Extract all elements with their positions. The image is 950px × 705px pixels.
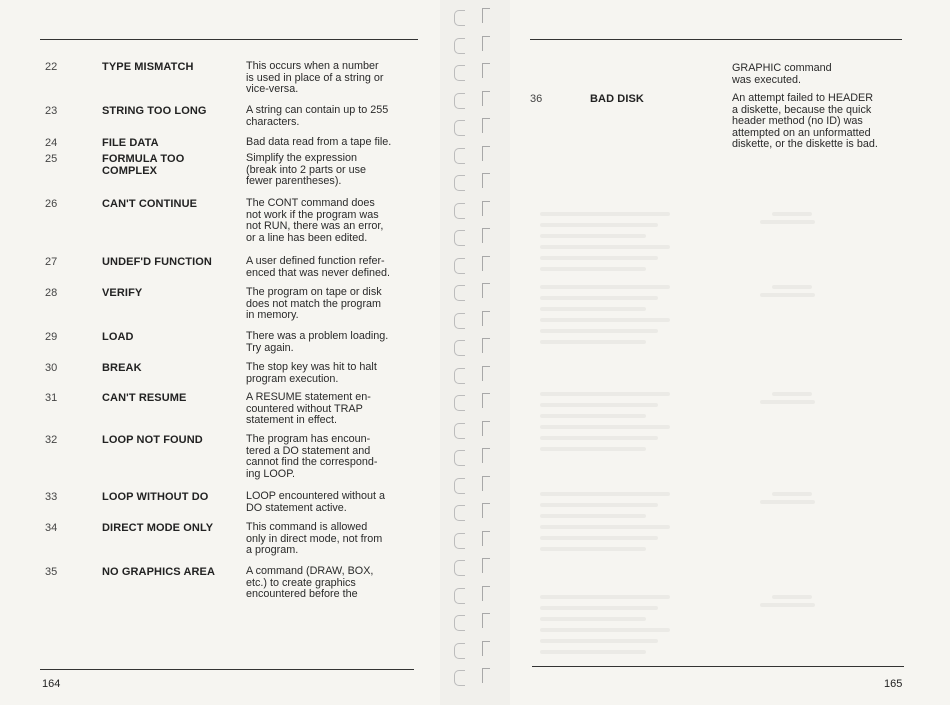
error-description-line: fewer parentheses). bbox=[246, 175, 342, 188]
binding-ring bbox=[454, 258, 465, 274]
binding-hook bbox=[482, 448, 490, 463]
error-name-line: CAN'T RESUME bbox=[102, 392, 187, 404]
error-name-line: FORMULA TOO bbox=[102, 153, 185, 165]
binding-hook bbox=[482, 91, 490, 106]
error-name-line: UNDEF'D FUNCTION bbox=[102, 256, 212, 268]
error-description-line: enced that was never defined. bbox=[246, 266, 391, 279]
ghost-line bbox=[540, 414, 646, 418]
error-description-line: not RUN, there was an error, bbox=[246, 220, 384, 233]
binding-ring bbox=[454, 505, 465, 521]
error-description bbox=[246, 287, 421, 322]
error-description-line: An attempt failed to HEADER bbox=[732, 92, 874, 104]
error-description-line: tered a DO statement and bbox=[246, 444, 371, 457]
ghost-line bbox=[540, 425, 670, 429]
ghost-label bbox=[760, 293, 815, 297]
error-description-line: The program on tape or disk bbox=[246, 286, 382, 298]
error-description-line: characters. bbox=[246, 115, 300, 128]
error-description-line: a program. bbox=[246, 544, 299, 557]
error-description-line: There was a problem loading. bbox=[246, 330, 389, 342]
binding-hook bbox=[482, 503, 490, 518]
ghost-line bbox=[540, 536, 658, 540]
binding-ring bbox=[454, 615, 465, 631]
binding-ring bbox=[454, 10, 465, 26]
error-description-line: is used in place of a string or bbox=[246, 71, 384, 84]
ghost-label bbox=[772, 285, 812, 289]
error-description bbox=[732, 93, 912, 151]
error-description-line: Simplify the expression bbox=[246, 152, 358, 164]
error-number: 36 bbox=[530, 93, 543, 105]
error-description-line: cannot find the correspond- bbox=[246, 456, 378, 469]
error-name bbox=[102, 522, 242, 534]
error-description-line: LOOP encountered without a bbox=[246, 490, 386, 502]
binding-ring bbox=[454, 148, 465, 164]
binding-ring bbox=[454, 478, 465, 494]
binding-hook bbox=[482, 63, 490, 78]
binding-hook bbox=[482, 586, 490, 601]
spiral-binding bbox=[440, 0, 510, 705]
ghost-line bbox=[540, 514, 646, 518]
error-description bbox=[246, 566, 421, 601]
continued-description bbox=[732, 63, 907, 86]
ghost-line bbox=[540, 318, 670, 322]
error-description bbox=[246, 61, 421, 96]
binding-ring bbox=[454, 560, 465, 576]
error-name bbox=[102, 434, 242, 446]
error-name bbox=[102, 137, 242, 149]
ghost-label bbox=[760, 400, 815, 404]
error-name bbox=[102, 392, 242, 404]
error-name bbox=[102, 153, 242, 177]
binding-ring bbox=[454, 450, 465, 466]
binding-hook bbox=[482, 228, 490, 243]
ghost-line bbox=[540, 234, 646, 238]
binding-ring bbox=[454, 120, 465, 136]
error-name bbox=[102, 287, 242, 299]
binding-ring bbox=[454, 395, 465, 411]
ghost-line bbox=[540, 403, 658, 407]
error-number: 30 bbox=[45, 362, 58, 374]
error-description-line: A command (DRAW, BOX, bbox=[246, 565, 374, 577]
binding-hook bbox=[482, 311, 490, 326]
top-rule bbox=[530, 39, 902, 40]
error-description bbox=[246, 522, 421, 557]
error-name-line: COMPLEX bbox=[102, 165, 158, 177]
error-name-line: TYPE MISMATCH bbox=[102, 61, 194, 73]
binding-ring bbox=[454, 65, 465, 81]
bottom-rule bbox=[532, 666, 904, 667]
ghost-line bbox=[540, 296, 658, 300]
binding-hook bbox=[482, 366, 490, 381]
error-number: 35 bbox=[45, 566, 58, 578]
error-description bbox=[246, 491, 421, 514]
ghost-line bbox=[540, 617, 646, 621]
ghost-line bbox=[540, 285, 670, 289]
error-name bbox=[102, 198, 242, 210]
error-description-line: ing LOOP. bbox=[246, 467, 296, 480]
binding-hook bbox=[482, 613, 490, 628]
error-name-line: DIRECT MODE ONLY bbox=[102, 522, 214, 534]
error-description-line: diskette, or the diskette is bad. bbox=[732, 138, 878, 151]
error-number: 28 bbox=[45, 287, 58, 299]
error-name bbox=[590, 93, 710, 105]
binding-hook bbox=[482, 393, 490, 408]
ghost-line bbox=[540, 212, 670, 216]
error-number: 27 bbox=[45, 256, 58, 268]
error-name bbox=[102, 105, 242, 117]
error-name-line: BREAK bbox=[102, 362, 142, 374]
error-description-line: The program has encoun- bbox=[246, 433, 371, 445]
error-description bbox=[246, 434, 421, 480]
error-description-line: The CONT command does bbox=[246, 197, 375, 209]
error-name bbox=[102, 491, 242, 503]
binding-hook bbox=[482, 476, 490, 491]
error-name bbox=[102, 566, 242, 578]
error-name-line: FILE DATA bbox=[102, 137, 159, 149]
binding-hook bbox=[482, 201, 490, 216]
error-description-line: vice-versa. bbox=[246, 83, 299, 96]
binding-hook bbox=[482, 146, 490, 161]
error-description bbox=[246, 153, 421, 188]
error-description bbox=[246, 105, 421, 128]
ghost-line bbox=[540, 392, 670, 396]
error-description-line: Try again. bbox=[246, 341, 294, 354]
error-description-line: a diskette, because the quick bbox=[732, 103, 872, 116]
error-description bbox=[246, 198, 421, 244]
error-number: 23 bbox=[45, 105, 58, 117]
ghost-line bbox=[540, 267, 646, 271]
ghost-line bbox=[540, 256, 658, 260]
error-name-line: BAD DISK bbox=[590, 93, 644, 105]
binding-ring bbox=[454, 230, 465, 246]
ghost-line bbox=[540, 492, 670, 496]
binding-ring bbox=[454, 643, 465, 659]
binding-ring bbox=[454, 285, 465, 301]
error-description-line: statement in effect. bbox=[246, 414, 338, 427]
top-rule bbox=[40, 39, 418, 40]
binding-ring bbox=[454, 368, 465, 384]
error-name bbox=[102, 331, 242, 343]
ghost-line bbox=[540, 223, 658, 227]
error-description-line: A user defined function refer- bbox=[246, 255, 385, 267]
binding-hook bbox=[482, 558, 490, 573]
error-description-line: attempted on an unformatted bbox=[732, 126, 871, 139]
error-name-line: LOOP WITHOUT DO bbox=[102, 491, 209, 503]
binding-ring bbox=[454, 423, 465, 439]
error-description-line: not work if the program was bbox=[246, 208, 379, 221]
ghost-line bbox=[540, 547, 646, 551]
ghost-line bbox=[540, 447, 646, 451]
ghost-line bbox=[540, 436, 658, 440]
right-page bbox=[510, 0, 950, 705]
binding-hook bbox=[482, 421, 490, 436]
ghost-line bbox=[540, 525, 670, 529]
description-line: was executed. bbox=[732, 73, 802, 86]
error-description-line: (break into 2 parts or use bbox=[246, 163, 367, 176]
binding-ring bbox=[454, 588, 465, 604]
ghost-label bbox=[772, 212, 812, 216]
ghost-line bbox=[540, 503, 658, 507]
error-number: 33 bbox=[45, 491, 58, 503]
description-line: GRAPHIC command bbox=[732, 62, 832, 74]
error-description bbox=[246, 331, 421, 354]
binding-ring bbox=[454, 203, 465, 219]
error-description-line: This occurs when a number bbox=[246, 60, 379, 72]
error-name-line: STRING TOO LONG bbox=[102, 105, 207, 117]
ghost-line bbox=[540, 329, 658, 333]
error-description-line: encountered before the bbox=[246, 588, 358, 601]
binding-hook bbox=[482, 8, 490, 23]
error-name bbox=[102, 362, 242, 374]
bottom-rule bbox=[40, 669, 414, 670]
binding-hook bbox=[482, 338, 490, 353]
binding-hook bbox=[482, 283, 490, 298]
left-page bbox=[0, 0, 440, 705]
error-description bbox=[246, 392, 421, 427]
binding-ring bbox=[454, 38, 465, 54]
page-number: 164 bbox=[42, 678, 61, 690]
error-name-line: LOOP NOT FOUND bbox=[102, 434, 203, 446]
error-description-line: countered without TRAP bbox=[246, 402, 363, 415]
ghost-line bbox=[540, 340, 646, 344]
error-number: 22 bbox=[45, 61, 58, 73]
error-description-line: only in direct mode, not from bbox=[246, 532, 383, 545]
error-description-line: or a line has been edited. bbox=[246, 231, 368, 244]
binding-ring bbox=[454, 175, 465, 191]
ghost-line bbox=[540, 650, 646, 654]
error-number: 25 bbox=[45, 153, 58, 165]
ghost-line bbox=[540, 628, 670, 632]
error-description-line: program execution. bbox=[246, 372, 339, 385]
binding-ring bbox=[454, 340, 465, 356]
error-description-line: Bad data read from a tape file. bbox=[246, 136, 392, 148]
error-description-line: header method (no ID) was bbox=[732, 115, 863, 128]
ghost-line bbox=[540, 595, 670, 599]
ghost-line bbox=[540, 606, 658, 610]
ghost-label bbox=[772, 492, 812, 496]
error-name-line: CAN'T CONTINUE bbox=[102, 198, 198, 210]
ghost-line bbox=[540, 639, 658, 643]
binding-hook bbox=[482, 668, 490, 683]
error-description-line: A string can contain up to 255 bbox=[246, 104, 389, 116]
error-description-line: etc.) to create graphics bbox=[246, 576, 356, 589]
error-description-line: This command is allowed bbox=[246, 521, 368, 533]
error-description-line: does not match the program bbox=[246, 297, 382, 310]
error-number: 32 bbox=[45, 434, 58, 446]
binding-ring bbox=[454, 93, 465, 109]
ghost-label bbox=[760, 220, 815, 224]
binding-ring bbox=[454, 533, 465, 549]
error-description-line: DO statement active. bbox=[246, 501, 347, 514]
binding-hook bbox=[482, 118, 490, 133]
page-number: 165 bbox=[884, 678, 903, 690]
error-name bbox=[102, 61, 242, 73]
binding-hook bbox=[482, 531, 490, 546]
binding-hook bbox=[482, 256, 490, 271]
error-number: 31 bbox=[45, 392, 58, 404]
error-number: 24 bbox=[45, 137, 58, 149]
ghost-label bbox=[760, 500, 815, 504]
binding-ring bbox=[454, 313, 465, 329]
ghost-label bbox=[760, 603, 815, 607]
error-description-line: The stop key was hit to halt bbox=[246, 361, 377, 373]
error-name-line: LOAD bbox=[102, 331, 134, 343]
error-number: 26 bbox=[45, 198, 58, 210]
error-description-line: A RESUME statement en- bbox=[246, 391, 371, 403]
error-name-line: VERIFY bbox=[102, 287, 143, 299]
ghost-line bbox=[540, 245, 670, 249]
error-number: 29 bbox=[45, 331, 58, 343]
error-description bbox=[246, 137, 421, 149]
ghost-label bbox=[772, 392, 812, 396]
error-number: 34 bbox=[45, 522, 58, 534]
error-description-line: in memory. bbox=[246, 309, 299, 322]
binding-ring bbox=[454, 670, 465, 686]
error-description bbox=[246, 256, 421, 279]
ghost-label bbox=[772, 595, 812, 599]
binding-hook bbox=[482, 173, 490, 188]
error-description bbox=[246, 362, 421, 385]
binding-hook bbox=[482, 36, 490, 51]
error-name bbox=[102, 256, 242, 268]
error-name-line: NO GRAPHICS AREA bbox=[102, 566, 216, 578]
ghost-line bbox=[540, 307, 646, 311]
binding-hook bbox=[482, 641, 490, 656]
